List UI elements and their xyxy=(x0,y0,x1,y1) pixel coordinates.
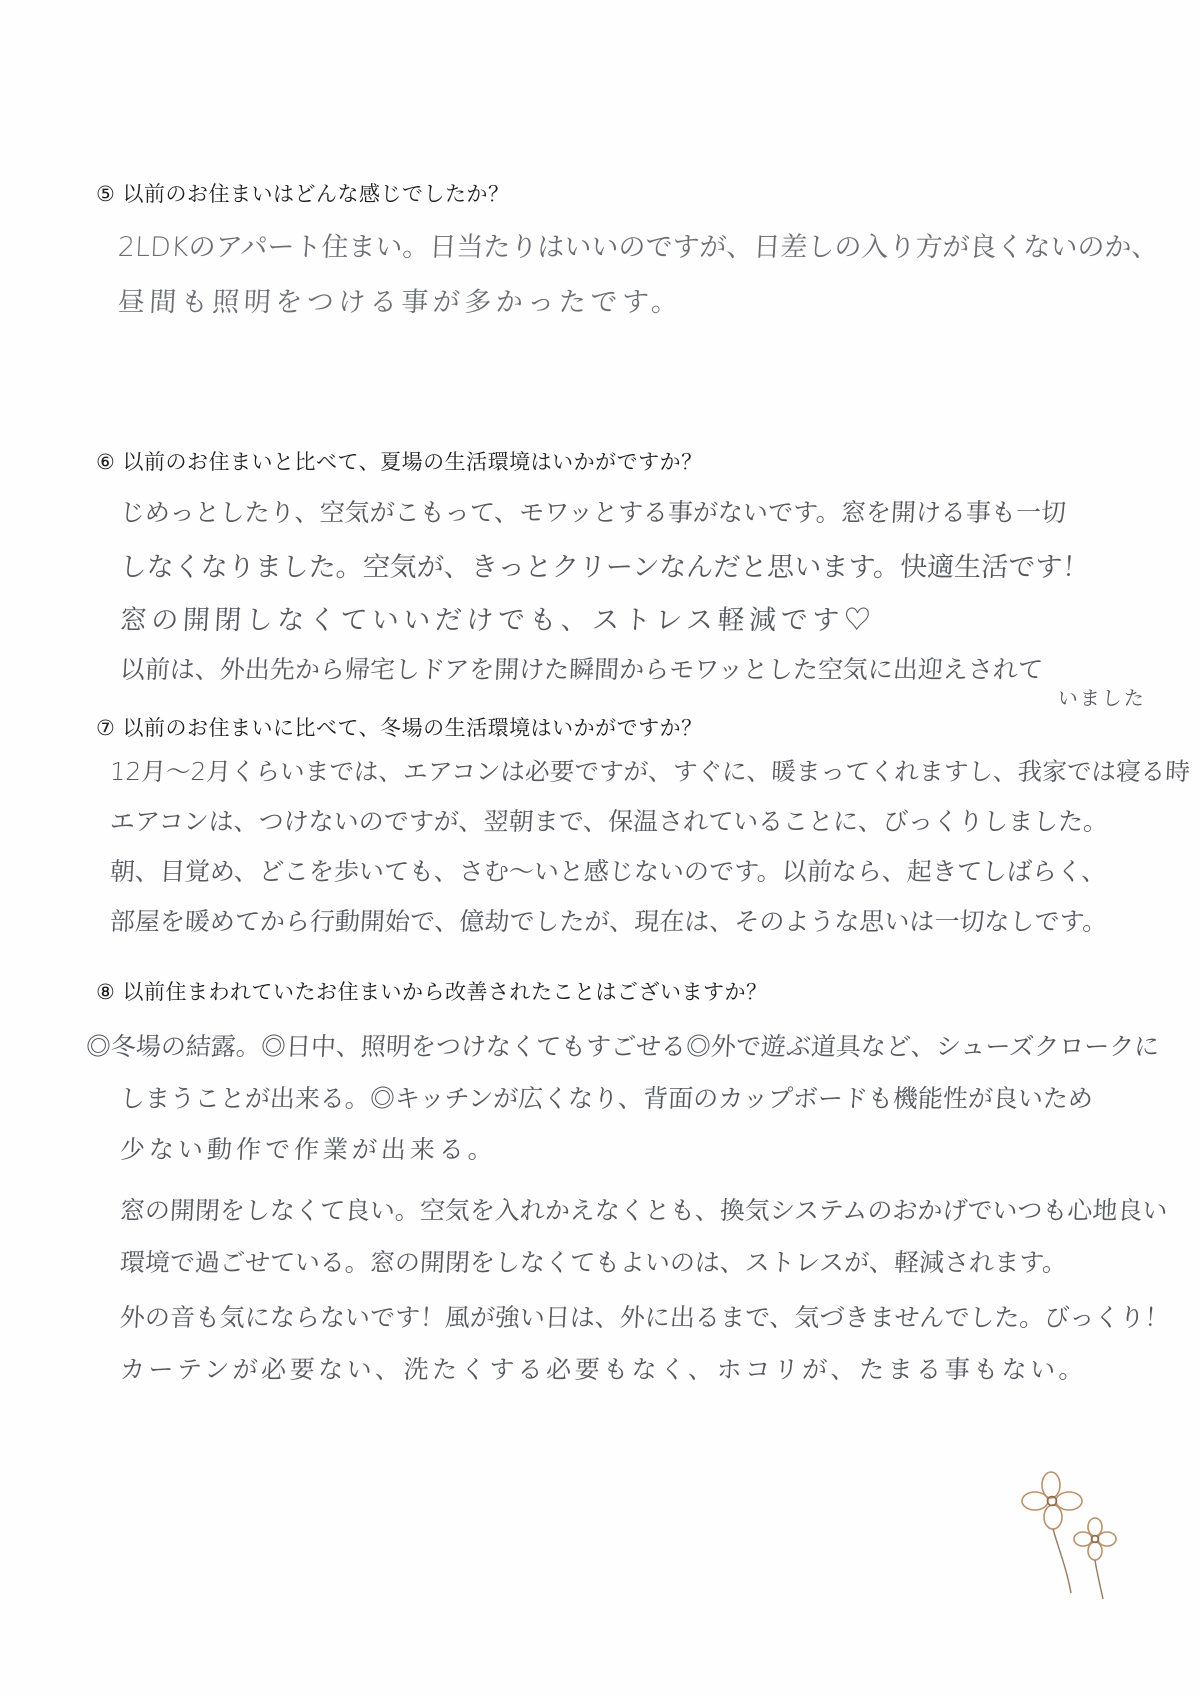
answer-6-line-1: じめっとしたり、空気がこもって、モワッとする事がないです。窓を開ける事も一切 xyxy=(119,498,1067,527)
answer-8-line-2: しまうことが出来る。◎キッチンが広くなり、背面のカップボードも機能性が良いため xyxy=(119,1084,1094,1113)
answer-6-line-5: いました xyxy=(1057,686,1147,710)
answer-6-line-3: 窓の開閉しなくていいだけでも、ストレス軽減です♡ xyxy=(119,605,876,636)
answer-8-line-7: カーテンが必要ない、洗たくする必要もなく、ホコリが、たまる事もない。 xyxy=(119,1355,1088,1384)
answer-7-line-1: 12月〜2月くらいまでは、エアコンは必要ですが、すぐに、暖まってくれますし、我家では寝る時 xyxy=(109,757,1191,786)
answer-7-line-3: 朝、目覚め、どこを歩いても、さむ〜いと感じないのです。以前なら、起きてしばらく、 xyxy=(109,857,1108,886)
answer-5-line-1: 2LDKのアパート住まい。日当たりはいいのですが、日差しの入り方が良くないのか、 xyxy=(117,232,1160,263)
answer-5-line-2: 昼間も照明をつける事が多かったです。 xyxy=(117,287,684,318)
question-7: ⑦ 以前のお住まいに比べて、冬場の生活環境はいかがですか？ xyxy=(96,716,703,740)
answer-8-line-1: ◎冬場の結露。◎日中、照明をつけなくてもすごせる◎外で遊ぶ道具など、シューズクロークに xyxy=(85,1032,1160,1061)
answer-8-line-6: 外の音も気にならないです！風が強い日は、外に出るまで、気づきませんでした。びっくり！ xyxy=(119,1303,1171,1332)
answer-6-line-2: しなくなりました。空気が、きっとクリーンなんだと思います。快適生活です！ xyxy=(119,552,1090,583)
answer-7-line-2: エアコンは、つけないのですが、翌朝まで、保温されていることに、びっくりしました。 xyxy=(109,807,1109,836)
flower-doodle-icon xyxy=(1015,1465,1135,1605)
question-8: ⑧ 以前住まわれていたお住まいから改善されたことはございますか？ xyxy=(96,980,768,1004)
answer-8-line-4: 窓の開閉をしなくて良い。空気を入れかえなくとも、換気システムのおかげでいつも心地良い xyxy=(119,1196,1169,1225)
question-6: ⑥ 以前のお住まいと比べて、夏場の生活環境はいかがですか？ xyxy=(96,450,703,474)
question-5: ⑤ 以前のお住まいはどんな感じでしたか？ xyxy=(96,182,510,206)
answer-6-line-4: 以前は、外出先から帰宅しドアを開けた瞬間からモワッとした空気に出迎えされて xyxy=(119,655,1044,684)
answer-8-line-5: 環境で過ごせている。窓の開閉をしなくてもよいのは、ストレスが、軽減されます。 xyxy=(119,1248,1068,1277)
answer-8-line-3: 少ない動作で作業が出来る。 xyxy=(119,1135,498,1164)
answer-7-line-4: 部屋を暖めてから行動開始で、億劫でしたが、現在は、そのような思いは一切なしです。 xyxy=(109,907,1109,936)
